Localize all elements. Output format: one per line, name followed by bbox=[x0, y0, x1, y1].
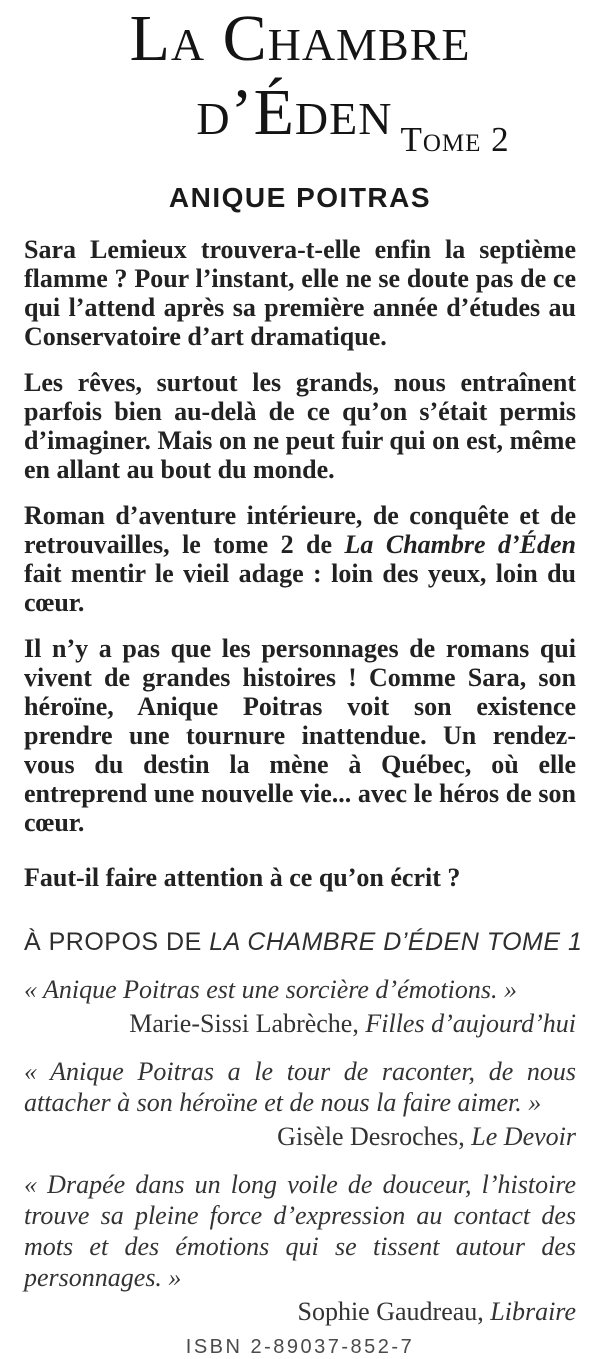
book-title-line2-row bbox=[24, 76, 576, 160]
review-quote-3: « Drapée dans un long voile de douceur, l’histoire trouve sa pleine force d’expression au contact des mots et des émotions qui se tissent autour des personnages. » bbox=[24, 1170, 576, 1292]
reviewer-name-1: Marie-Sissi Labrèche, bbox=[129, 1009, 366, 1038]
reviews-section bbox=[24, 928, 583, 1327]
reviewer-publication-1: Filles d’aujourd’hui bbox=[365, 1009, 576, 1038]
review-attribution-3 bbox=[24, 1296, 576, 1327]
synopsis-paragraph-1: Sara Lemieux trouvera-t-elle enfin la septième flamme ? Pour l’instant, elle ne se doute pas de ce qui l’attend après sa première année d’études au Conservatoire d’art dramatique. bbox=[24, 235, 576, 351]
synopsis-paragraph-2: Les rêves, surtout les grands, nous entraînent parfois bien au-delà de ce qu’on s’était permis d’imaginer. Mais on ne peut fuir qui on est, même en allant au bout du monde. bbox=[24, 368, 576, 484]
synopsis bbox=[24, 235, 576, 892]
reviews-heading-book-title: LA CHAMBRE D’ÉDEN TOME 1 bbox=[209, 928, 583, 956]
closing-question: Faut-il faire attention à ce qu’on écrit ? bbox=[24, 863, 461, 892]
author-name: ANIQUE POITRAS bbox=[168, 182, 432, 213]
review-quote-1: « Anique Poitras est une sorcière d’émotions. » bbox=[24, 975, 517, 1004]
book-title-tome: Tome 2 bbox=[400, 120, 510, 159]
synopsis-paragraph-4: Il n’y a pas que les personnages de romans qui vivent de grandes histoires ! Comme Sara, son héroïne, Anique Poitras voit son existence prendre une tournure inattendue. Un rendez-vous du destin la mène à Québec, où elle entreprend une nouvelle vie... avec le héros de son cœur. bbox=[24, 634, 576, 837]
book-title-line2: d’Éden bbox=[196, 76, 393, 149]
reviews-heading-prefix: À PROPOS DE bbox=[24, 928, 210, 956]
reviewer-name-3: Sophie Gaudreau, bbox=[297, 1297, 491, 1326]
review-attribution-1 bbox=[24, 1008, 576, 1039]
review-quote-2: « Anique Poitras a le tour de raconter, de nous attacher à son héroïne et de nous la faire aimer. » bbox=[24, 1057, 576, 1117]
reviews-heading bbox=[24, 928, 583, 957]
reviewer-publication-3: Libraire bbox=[490, 1297, 576, 1326]
isbn-number: ISBN 2-89037-852-7 bbox=[185, 1336, 415, 1358]
synopsis-paragraph-3-text-end: fait mentir le vieil adage : loin des yeux, loin du cœur. bbox=[24, 559, 576, 617]
reviewer-name-2: Gisèle Desroches, bbox=[277, 1122, 472, 1151]
book-title bbox=[24, 2, 576, 160]
book-title-line1: La Chambre bbox=[129, 2, 471, 75]
synopsis-paragraph-3 bbox=[24, 501, 576, 617]
reviewer-publication-2: Le Devoir bbox=[471, 1122, 576, 1151]
review-attribution-2 bbox=[24, 1121, 576, 1152]
synopsis-paragraph-3-book-title: La Chambre d’Éden bbox=[344, 530, 576, 559]
synopsis-paragraph-3-text: Roman d’aventure intérieure, de conquête et de retrouvailles, le tome 2 de bbox=[24, 501, 576, 559]
